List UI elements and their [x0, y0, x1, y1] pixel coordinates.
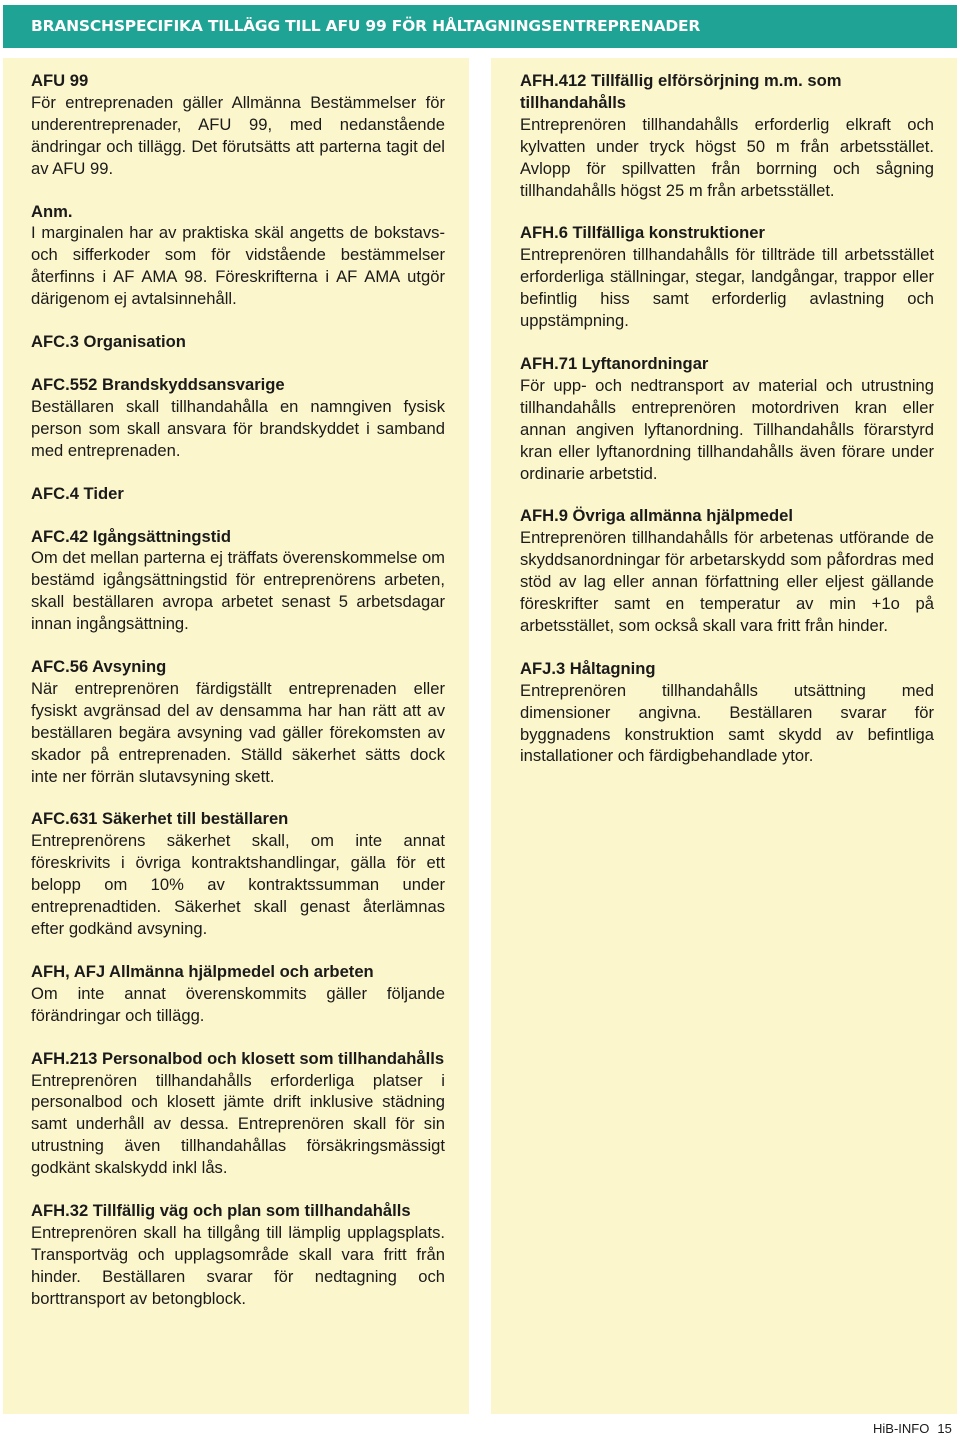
section-body-text: Entreprenörens säkerhet skall, om inte annat föreskrivits i övriga kontraktshandlingar, gälla för ett belopp om 10% av kontraktssumman under entreprenadtiden. Säkerhet skall genast återlämnas efter godkänd avsyning.: [31, 831, 445, 938]
section-heading: AFH.71 Lyftanordningar: [520, 353, 709, 373]
page-footer: [873, 1421, 952, 1436]
section-body-text: Beställaren skall tillhandahålla en namngiven fysisk person som skall ansvara för brandskyddet i samband med entreprenaden.: [31, 396, 445, 460]
section-body-text: Om det mellan parterna ej träffats överenskommelse om bestämd igångsättningstid för entreprenörens arbeten, skall beställaren avropa arbetet senast 5 arbetsdagar innan ingångsättning.: [31, 548, 445, 634]
section-heading: AFH, AFJ Allmänna hjälpmedel och arbeten: [31, 961, 374, 981]
section-body-text: Om inte annat överenskommits gäller följande förändringar och tillägg.: [31, 983, 445, 1025]
section-heading: AFC.3 Organisation: [31, 332, 186, 352]
section-body-text: När entreprenören färdigställt entreprenaden eller fysiskt avgränsad del av densamma har han rätt att av beställaren begära avsyning vad gäller förekomsten av skador på entreprenaden. Ställd säkerhet sätts dock inte ner förrän slutavsyning skett.: [31, 678, 445, 786]
section-body-text: Entreprenören tillhandahålls för arbetenas utförande de skyddsanordningar för arbetarskydd som påfordras med stöd av lag eller annan författning eller eljest gällande föreskrifter samt en temperatur av min +1o på arbetsstället, som också skall vara fritt från hinder.: [520, 528, 934, 635]
section: [31, 201, 445, 311]
section: [520, 353, 934, 484]
section: [31, 1200, 445, 1310]
section: [31, 331, 445, 353]
section: [31, 656, 445, 787]
section-heading: AFC.4 Tider: [31, 483, 124, 503]
section-heading: AFC.552 Brandskyddsansvarige: [31, 374, 285, 394]
section-heading: AFC.42 Igångsättningstid: [31, 526, 232, 546]
section-body-text: Entreprenören tillhandahålls erforderlig elkraft och kylvatten under tryck högst 50 m från arbetsstället. Avlopp för spillvatten från borrning och sågning tillhandahålls högst 25 m från arbetsstället.: [520, 114, 934, 200]
section-heading: AFH.412 Tillfällig elförsörjning m.m. som tillhandahålls: [520, 71, 842, 112]
section: [31, 808, 445, 939]
section-body-text: Entreprenören tillhandahålls utsättning med dimensioner angivna. Beställaren svarar för byggnadens konstruktion samt skydd av befintliga installationer och färdigbehandlade ytor.: [520, 680, 934, 766]
section-heading: AFJ.3 Håltagning: [520, 658, 656, 678]
section: [520, 70, 934, 201]
section-body-text: För entreprenaden gäller Allmänna Bestämmelser för underentreprenader, AFU 99, med nedanstående ändringar och tillägg. Det förutsätts att parterna tagit del av AFU 99.: [31, 92, 445, 178]
section-body-text: Entreprenören tillhandahålls för tillträde till arbetsstället erforderliga ställningar, stegar, landgångar, trappor eller befintlig hiss samt erforderlig avlastning och uppstämpning.: [520, 245, 934, 331]
section: [31, 526, 445, 636]
section-heading: AFH.9 Övriga allmänna hjälpmedel: [520, 506, 793, 526]
section-heading: AFC.56 Avsyning: [31, 657, 167, 677]
section-body-text: Entreprenören tillhandahålls erforderliga platser i personalbod och klosett jämte drift inklusive städning samt underhåll av dessa. Entreprenören skall för sin utrustning även tillhandahållas försäkringsmässigt godkänt skalskydd inkl lås.: [31, 1070, 445, 1178]
section-heading: AFU 99: [31, 71, 89, 90]
section-body-text: För upp- och nedtransport av material och utrustning tillhandahålls entreprenören motordriven kran eller annan angiven lyftanordning. Tillhandahålls förarstyrd kran eller lyftanordning tillhandahålls även förare under ordinarie arbetstid.: [520, 375, 934, 483]
section-heading: AFH.213 Personalbod och klosett som tillhandahålls: [31, 1048, 445, 1068]
section: [520, 222, 934, 332]
section-heading: AFH.6 Tillfälliga konstruktioner: [520, 223, 765, 243]
section: [31, 70, 445, 180]
right-column: [520, 70, 934, 788]
section: [31, 483, 445, 505]
section-heading: AFC.631 Säkerhet till beställaren: [31, 809, 289, 829]
section: [31, 961, 445, 1027]
section-heading: Anm.: [31, 201, 73, 221]
section-body-text: Entreprenören skall ha tillgång till lämplig upplagsplats. Transportväg och upplagsområde skall vara fritt från hinder. Beställaren svarar för nedtagning och borttransport av betongblock.: [31, 1222, 445, 1308]
section: [31, 1048, 445, 1179]
page-number: 15: [937, 1421, 952, 1436]
section-body-text: I marginalen har av praktiska skäl angetts de bokstavs- och sifferkoder som för vidstående bestämmelser återfinns i AF AMA 98. Föreskrifterna i AF AMA utgör därigenom ej avtalsinnehåll.: [31, 223, 445, 309]
section: [31, 374, 445, 462]
header-bar: [3, 5, 957, 48]
page-header-title: BRANSCHSPECIFIKA TILLÄGG TILL AFU 99 FÖR HÅLTAGNINGSENTREPRENADER: [31, 17, 701, 35]
section: [520, 658, 934, 768]
left-column: [31, 70, 445, 1331]
publication-name: HiB-INFO: [873, 1421, 930, 1436]
section: [520, 505, 934, 636]
section-heading: AFH.32 Tillfällig väg och plan som tillhandahålls: [31, 1201, 411, 1221]
